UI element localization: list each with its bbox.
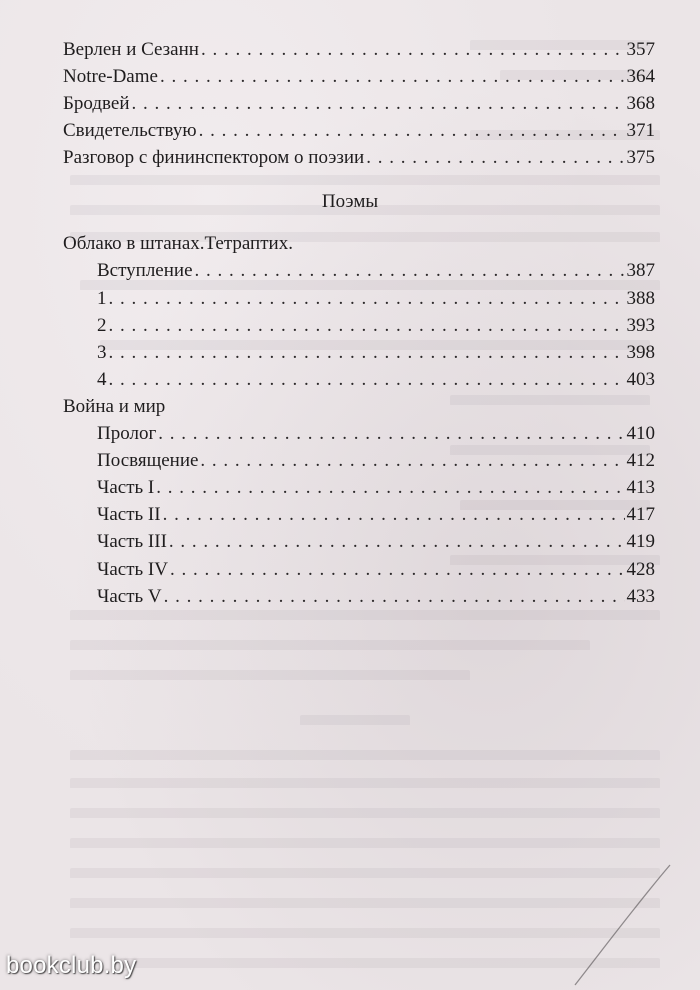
dot-leader — [199, 118, 625, 144]
toc-entry-title: Пролог — [97, 423, 157, 444]
toc-entry-title: Часть V — [97, 586, 162, 607]
toc-entry-page: 433 — [626, 586, 655, 607]
toc-entry-page: 428 — [626, 559, 655, 580]
toc-entry — [63, 118, 655, 144]
toc-group-title: Война и мир — [63, 396, 166, 417]
dot-leader — [109, 367, 625, 393]
toc-entry-page: 410 — [626, 423, 655, 444]
toc-entry — [97, 340, 655, 366]
toc-entry-title: Бродвей — [63, 93, 130, 114]
toc-entry — [97, 557, 655, 583]
toc-entry — [97, 286, 655, 312]
dot-leader — [160, 64, 625, 90]
dot-leader — [201, 37, 625, 63]
dot-leader — [109, 340, 625, 366]
toc-entry-page: 371 — [626, 120, 655, 141]
toc-group-title: Облако в штанах.Тетраптих. — [63, 233, 293, 254]
toc-entry-page: 413 — [626, 477, 655, 498]
toc-entry — [97, 584, 655, 610]
toc-entry-title: 3 — [97, 342, 107, 363]
toc-entry-page: 412 — [626, 450, 655, 471]
dot-leader — [200, 448, 624, 474]
dot-leader — [109, 313, 625, 339]
toc-entry-title: Часть II — [97, 504, 161, 525]
toc-entry-title: Верлен и Сезанн — [63, 39, 199, 60]
dot-leader — [169, 529, 625, 555]
toc-entry — [63, 91, 655, 117]
toc-entry-title: Вступление — [97, 260, 193, 281]
dot-leader — [170, 557, 625, 583]
toc-entry-title: Notre-Dame — [63, 66, 158, 87]
toc-entry — [63, 64, 655, 90]
toc-entry-page: 403 — [626, 369, 655, 390]
toc-entry — [97, 502, 655, 528]
toc-entry-title: Посвящение — [97, 450, 199, 471]
toc-entry-page: 398 — [626, 342, 655, 363]
dot-leader — [158, 421, 624, 447]
toc-entry — [97, 313, 655, 339]
dot-leader — [132, 91, 625, 117]
toc-entry-page: 387 — [626, 260, 655, 281]
toc-entry-title: 1 — [97, 288, 107, 309]
dot-leader — [156, 475, 624, 501]
toc-entry-page: 364 — [626, 66, 655, 87]
toc-entry-title: Свидетельствую — [63, 120, 197, 141]
dot-leader — [109, 286, 625, 312]
toc-entry-page: 388 — [626, 288, 655, 309]
pencil-mark — [560, 860, 680, 990]
toc-entry-title: 2 — [97, 315, 107, 336]
dot-leader — [163, 502, 625, 528]
section-heading: Поэмы — [321, 191, 379, 212]
toc-entry-title: 4 — [97, 369, 107, 390]
toc-entry-title: Часть III — [97, 531, 167, 552]
dot-leader — [366, 145, 624, 171]
watermark-logo: bookclub.by — [6, 952, 137, 979]
dot-leader — [164, 584, 625, 610]
toc-entry — [63, 37, 655, 63]
toc-entry-page: 419 — [626, 531, 655, 552]
toc-entry-page: 393 — [626, 315, 655, 336]
toc-entry-page: 375 — [626, 147, 655, 168]
toc-entry — [97, 258, 655, 284]
toc-entry-title: Часть IV — [97, 559, 168, 580]
toc-entry-title: Разговор с фининспектором о поэзии — [63, 147, 365, 168]
toc-entry-title: Часть I — [97, 477, 155, 498]
toc-entry — [97, 529, 655, 555]
toc-entry — [97, 367, 655, 393]
toc-entry-page: 357 — [626, 39, 655, 60]
dot-leader — [195, 258, 625, 284]
toc-entry — [97, 475, 655, 501]
toc-entry — [97, 421, 655, 447]
toc-entry-page: 368 — [626, 93, 655, 114]
toc-entry — [97, 448, 655, 474]
toc-entry — [63, 145, 655, 171]
toc-entry-page: 417 — [626, 504, 655, 525]
